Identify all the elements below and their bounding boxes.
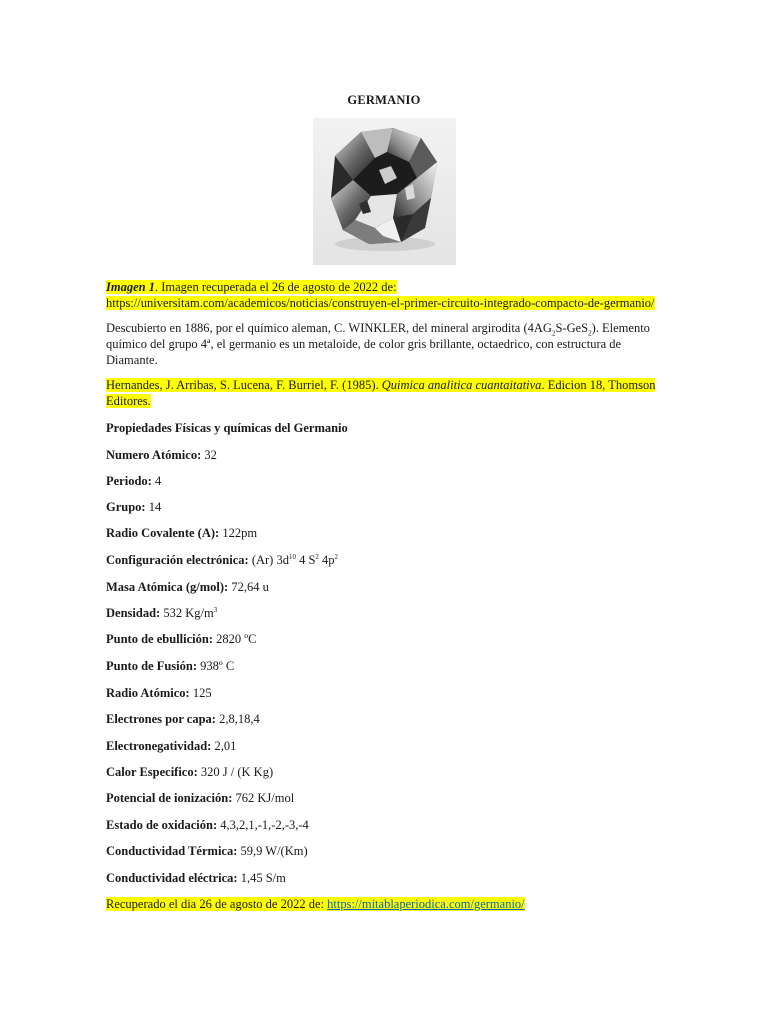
prop-density: Densidad: 532 $Kg/m^3$ xyxy=(106,605,218,620)
source-line: Recuperado el dia 26 de agosto de 2022 de: https://mitablaperiodica.com/germanio/ xyxy=(106,897,525,911)
description-paragraph: Descubierto en 1886, por el químico aleman, C. WINKLER, del mineral argirodita $(4AG_2S-GeS_2)$. Elemento químico del grupo 4ª, el germanio es un metaloide, de color gris brillante, octaedrico, con estructura de Diamante. xyxy=(106,321,650,367)
prop-covalent-radius: Radio Covalente (A): 122pm xyxy=(106,526,258,540)
prop-period: Periodo: 4 xyxy=(106,474,162,488)
prop-boiling-point: Punto de ebullición: 2820 ºC xyxy=(106,632,257,646)
prop-atomic-number: Numero Atómico: 32 xyxy=(106,448,217,462)
prop-oxidation-state: Estado de oxidación: 4,3,2,1,-1,-2,-3,-4 xyxy=(106,818,309,832)
prop-electrons-per-shell: Electrones por capa: 2,8,18,4 xyxy=(106,712,260,726)
reference-citation: Hernandes, J. Arribas, S. Lucena, F. Burriel, F. (1985). Quimica analitica cuantaitativa. Edicion 18, Thomson Editores. xyxy=(106,378,656,408)
page-title: GERMANIO xyxy=(347,93,421,107)
prop-atomic-mass: Masa Atómica (g/mol): 72,64 u xyxy=(106,580,269,594)
caption-url[interactable]: https://universitam.com/academicos/noticias/construyen-el-primer-circuito-integrado-compacto-de-germanio/ xyxy=(106,296,655,310)
prop-specific-heat: Calor Especifico: 320 J / (K Kg) xyxy=(106,765,274,779)
prop-electrical-conductivity: Conductividad eléctrica: 1,45 S/m xyxy=(106,871,286,885)
prop-melting-point: Punto de Fusión: 938º C xyxy=(106,659,235,673)
prop-ionization-potential: Potencial de ionización: 762 KJ/mol xyxy=(106,791,295,805)
prop-thermal-conductivity: Conductividad Térmica: 59,9 W/(Km) xyxy=(106,844,308,858)
image-caption xyxy=(106,279,666,311)
prop-electronegativity: Electronegatividad: 2,01 xyxy=(106,739,237,753)
caption-label: Imagen 1 xyxy=(106,280,155,294)
properties-heading: Propiedades Físicas y químicas del Germanio xyxy=(106,421,348,435)
germanium-photo xyxy=(313,118,456,265)
source-link[interactable]: https://mitablaperiodica.com/germanio/ xyxy=(327,897,525,911)
prop-electron-config: Configuración electrónica: (Ar) $3d^{10}$ 4 $S^2$ $4p^2$ xyxy=(106,552,339,567)
prop-group: Grupo: 14 xyxy=(106,500,162,514)
germanium-crystal-image xyxy=(313,118,456,265)
prop-atomic-radius: Radio Atómico: 125 xyxy=(106,686,212,700)
caption-text: . Imagen recuperada el 26 de agosto de 2022 de: xyxy=(154,280,397,294)
